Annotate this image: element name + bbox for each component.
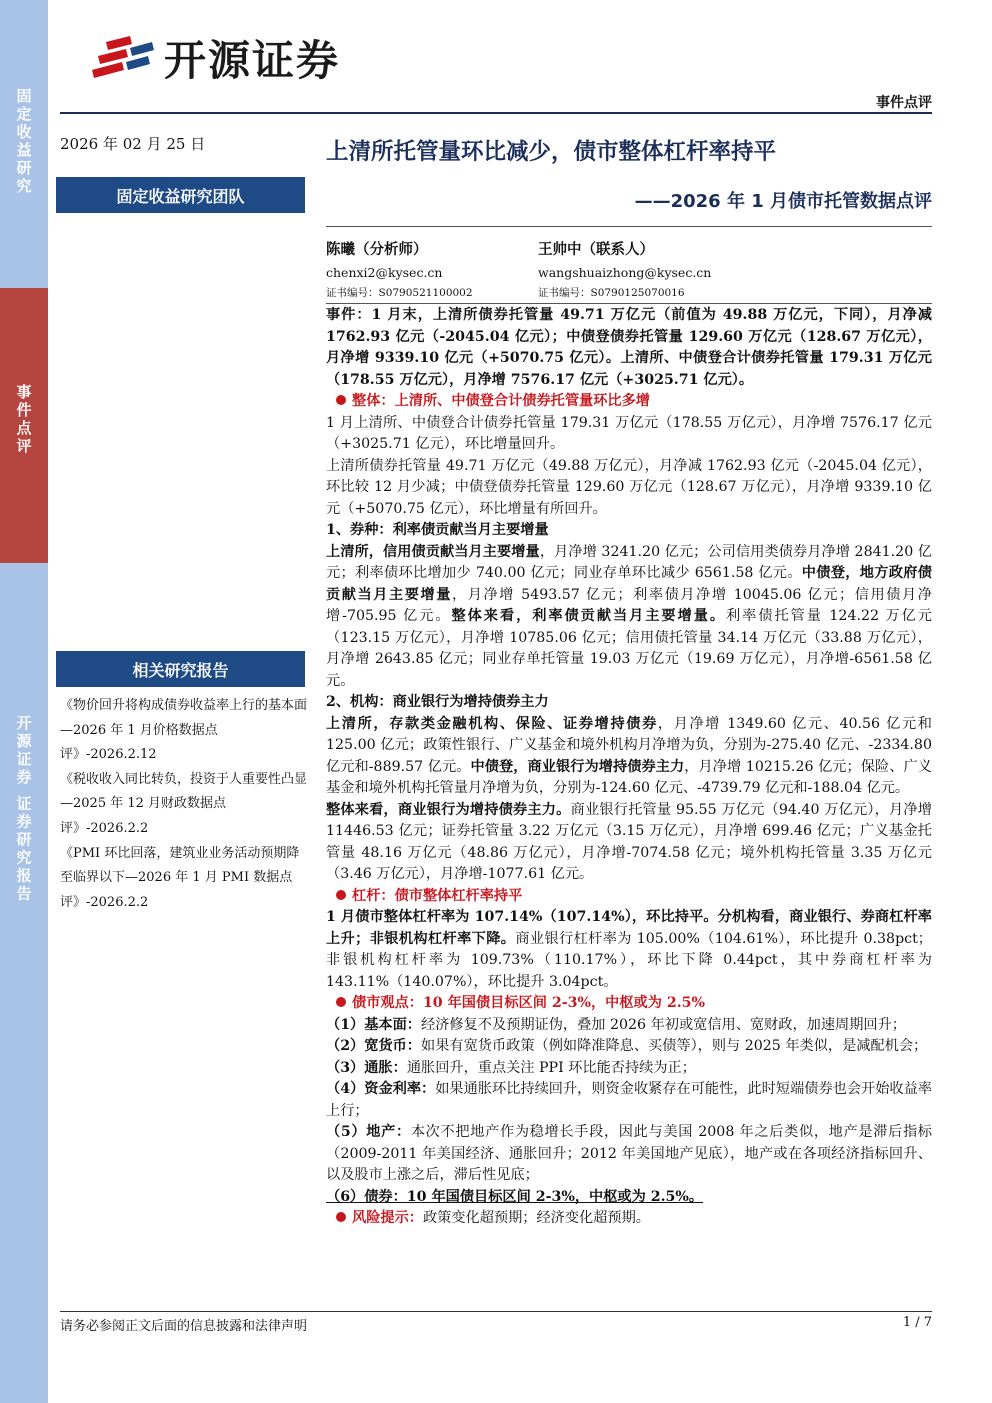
bullet-icon bbox=[336, 1212, 346, 1222]
section-heading: 整体：上清所、中债登合计债券托管量环比多增 bbox=[326, 391, 932, 413]
company-logo: 开源证券 bbox=[86, 28, 340, 88]
related-reports-list bbox=[60, 694, 308, 915]
related-report-link[interactable]: 《物价回升将构成债券收益率上行的基本面—2026 年 1 月价格数据点评》-2026.2.12 bbox=[60, 698, 308, 763]
section-heading: 1、券种：利率债贡献当月主要增量 bbox=[326, 522, 549, 538]
footer-disclaimer: 请务必参阅正文后面的信息披露和法律声明 bbox=[60, 1319, 308, 1334]
related-reports-banner: 相关研究报告 bbox=[56, 651, 305, 687]
author-1 bbox=[326, 238, 473, 300]
bullet-icon bbox=[336, 997, 346, 1007]
risk-note: 风险提示：政策变化超预期；经济变化超预期。 bbox=[326, 1208, 932, 1230]
author-divider bbox=[326, 303, 932, 304]
report-type-label: 事件点评 bbox=[876, 95, 932, 111]
logo-mark-icon bbox=[86, 28, 158, 88]
author-email[interactable]: wangshuaizhong@kysec.cn bbox=[538, 265, 712, 280]
author-email[interactable]: chenxi2@kysec.cn bbox=[326, 265, 443, 280]
paragraph: （5）地产：本次不把地产作为稳增长手段，因此与美国 2008 年之后类似，地产是滞后指标（2009-2011 年美国经济、通胀回升；2012 年美国地产见底），地产或在各项经济指标回升、以及股市上涨之后，滞后性见底； bbox=[326, 1124, 932, 1183]
section-heading: 债市观点：10 年国债目标区间 2-3%，中枢或为 2.5% bbox=[326, 993, 932, 1015]
sidebar-report-type: 事件点评 bbox=[0, 288, 48, 563]
event-summary: 事件：1 月末，上清所债券托管量 49.71 万亿元（前值为 49.88 万亿元，下同），月净减 1762.93 亿元（-2045.04 亿元）；中债登债券托管量 129.60 万亿元（128.67 万亿元），月净增 9339.10 亿元（+5070.75 亿元）。上清所、中债登合计债券托管量 179.31 万亿元（178.55 万亿元），月净增 7576.17 亿元（+3025.71 亿元）。 bbox=[326, 307, 932, 388]
paragraph: （3）通胀：通胀回升，重点关注 PPI 环比能否持续为正； bbox=[326, 1059, 696, 1076]
paragraph: 1 月债市整体杠杆率为 107.14%（107.14%），环比持平。分机构看，商业银行、券商杠杆率上升；非银机构杠杆率下降。商业银行杠杆率为 105.00%（104.61%），环比提升 0.38pct；非银机构杠杆率为 109.73%（110.17%），环比下降 0.44pct，其中券商杠杆率为 143.11%（140.07%），环比提升 3.04pct。 bbox=[326, 909, 932, 990]
bullet-icon bbox=[336, 395, 346, 405]
paragraph: 整体来看，商业银行为增持债券主力。商业银行托管量 95.55 万亿元（94.40 万亿元），月净增 11446.53 亿元；证券托管量 3.22 万亿元（3.15 万亿元），月净增 699.46 亿元；广义基金托管量 48.16 万亿元（48.86 万亿元），月净增-7074.58 亿元；境外机构托管量 3.35 万亿元（3.46 万亿元），月净增-1077.61 亿元。 bbox=[326, 801, 932, 882]
sidebar-category: 固定收益研究 bbox=[14, 88, 33, 196]
footer-divider bbox=[60, 1311, 932, 1312]
related-report-link[interactable]: 《PMI 环比回落，建筑业业务活动预期降至临界以下—2026 年 1 月 PMI 数据点评》-2026.2.2 bbox=[60, 845, 300, 910]
related-report-link[interactable]: 《税收收入同比转负，投资于人重要性凸显—2025 年 12 月财政数据点评》-2026.2.2 bbox=[60, 771, 308, 836]
page-subtitle: ——2026 年 1 月债市托管数据点评 bbox=[634, 191, 932, 212]
report-date: 2026 年 02 月 25 日 bbox=[60, 135, 206, 153]
header-divider bbox=[60, 112, 932, 114]
paragraph: 上清所债券托管量 49.71 万亿元（49.88 万亿元），月净减 1762.93 亿元（-2045.04 亿元），环比较 12 月少减；中债登债券托管量 129.60 万亿元（128.67 万亿元），月净增 9339.10 亿元（+5070.75 亿元），环比增量有所回升。 bbox=[326, 457, 932, 517]
left-sidebar bbox=[0, 0, 48, 1403]
section-heading: 2、机构：商业银行为增持债券主力 bbox=[326, 694, 549, 710]
paragraph: （2）宽货币：如果有宽货币政策（例如降准降息、买债等），则与 2025 年类似，是减配机会； bbox=[326, 1038, 928, 1054]
author-name: 陈曦（分析师） bbox=[326, 242, 428, 258]
author-cert: 证书编号：S0790521100002 bbox=[326, 287, 473, 299]
paragraph: 上清所，信用债贡献当月主要增量，月净增 3241.20 亿元；公司信用类债券月净增 2841.20 亿元；利率债环比增加少 740.00 亿元；同业存单环比减少 6561.58 亿元。中债登，地方政府债贡献当月主要增量，月净增 5493.57 亿元；利率债月净增 10045.06 亿元；信用债月净增-705.95 亿元。整体来看，利率债贡献当月主要增量。利率债托管量 124.22 万亿元（123.15 万亿元），月净增 10785.06 亿元；信用债托管量 34.14 万亿元（33.88 万亿元），月净增 2643.85 亿元；同业存单托管量 19.03 万亿元（19.69 万亿元），月净增-6561.58 亿元。 bbox=[326, 543, 932, 689]
author-cert: 证书编号：S0790125070016 bbox=[538, 287, 685, 299]
page-number: 1 / 7 bbox=[902, 1315, 932, 1330]
paragraph: （6）债券：10 年国债目标区间 2-3%，中枢或为 2.5%。 bbox=[326, 1188, 704, 1205]
page-title: 上清所托管量环比减少，债市整体杠杆率持平 bbox=[326, 139, 777, 165]
author-name: 王帅中（联系人） bbox=[538, 242, 654, 258]
title-divider bbox=[326, 226, 932, 227]
paragraph: （1）基本面：经济修复不及预期证伪，叠加 2026 年初或宽信用、宽财政，加速周期回升； bbox=[326, 1016, 906, 1033]
bullet-icon bbox=[336, 890, 346, 900]
paragraph: 1 月上清所、中债登合计债券托管量 179.31 万亿元（178.55 万亿元），月净增 7576.17 亿元（+3025.71 亿元），环比增量回升。 bbox=[326, 414, 932, 452]
section-heading: 杠杆：债市整体杠杆率持平 bbox=[326, 886, 932, 908]
team-banner: 固定收益研究团队 bbox=[56, 177, 305, 213]
author-2 bbox=[538, 238, 711, 300]
paragraph: 上清所，存款类金融机构、保险、证券增持债券，月净增 1349.60 亿元、40.56 亿元和 125.00 亿元；政策性银行、广义基金和境外机构月净增为负，分别为-275.40 亿元、-2334.80 亿元和-889.57 亿元。中债登，商业银行为增持债券主力，月净增 10215.26 亿元；保险、广义基金和境外机构托管量月净增为负，分别为-124.60 亿元、-4739.79 亿元和-188.04 亿元。 bbox=[326, 715, 932, 796]
main-content bbox=[326, 305, 932, 1230]
paragraph: （4）资金利率：如果通胀环比持续回升，则资金收紧存在可能性，此时短端债券也会开始收益率上行； bbox=[326, 1081, 932, 1119]
sidebar-brand: 开源证券 证券研究报告 bbox=[14, 715, 33, 904]
